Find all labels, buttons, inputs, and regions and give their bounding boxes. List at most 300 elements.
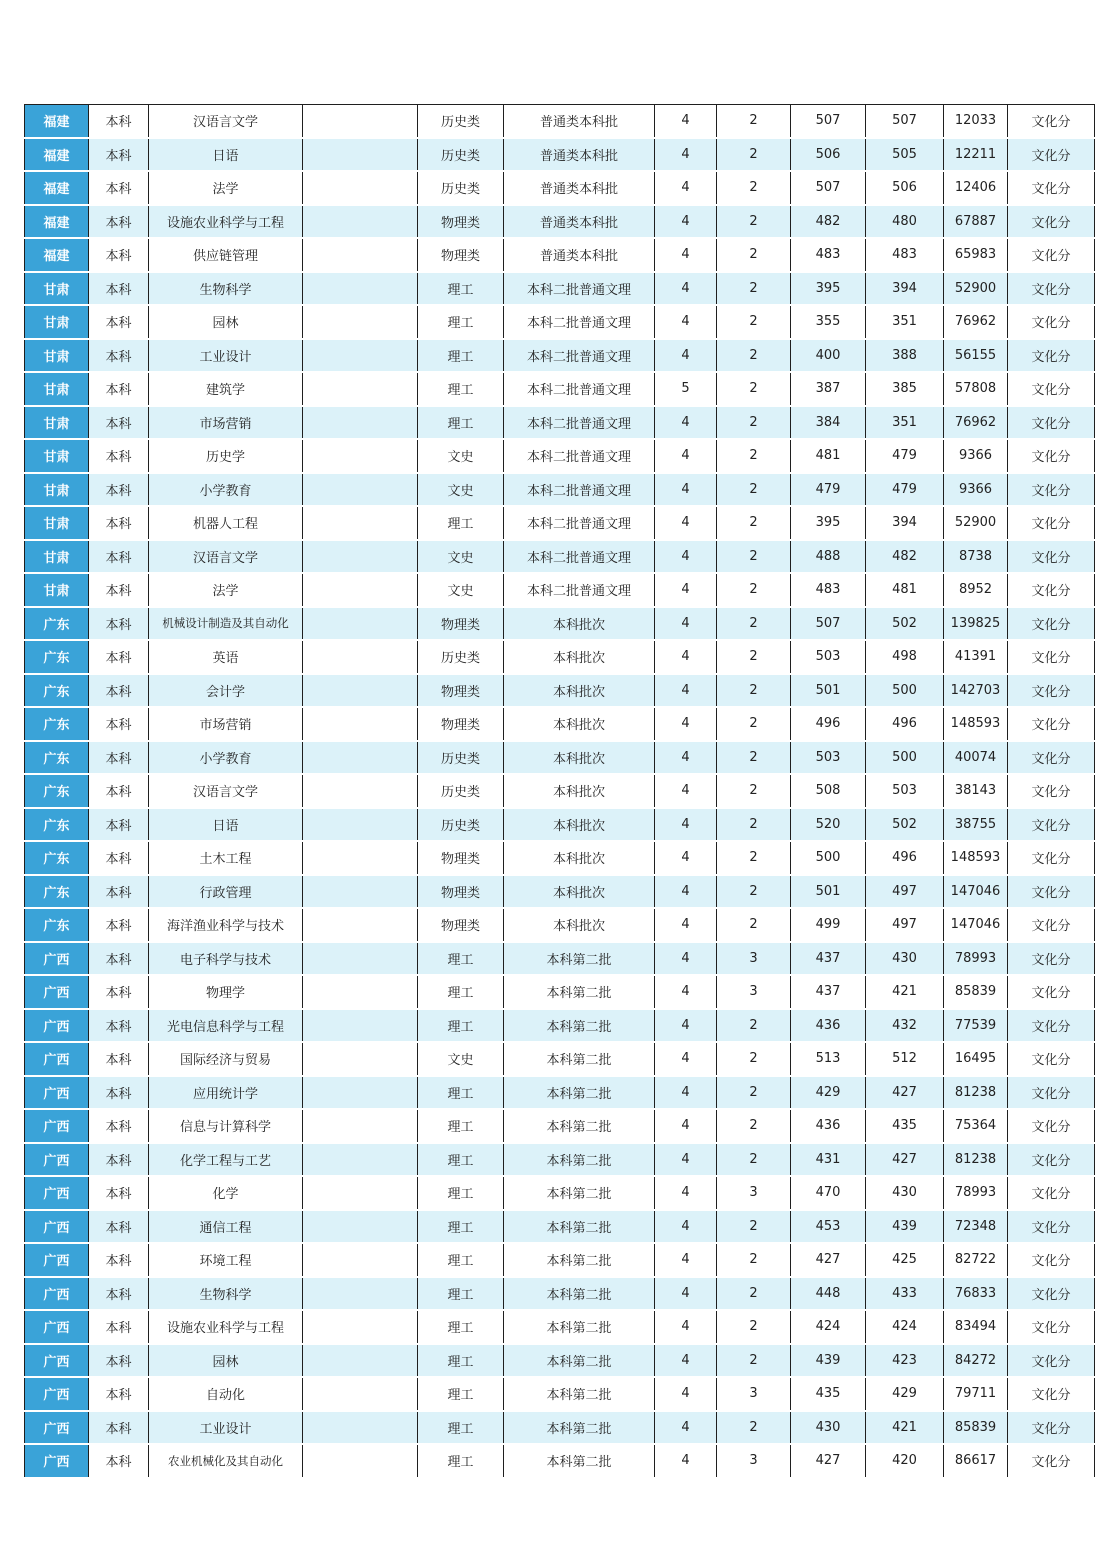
batch-cell: 本科批次	[504, 607, 655, 641]
min-rank-cell: 65983	[944, 238, 1008, 272]
count-cell: 2	[717, 1277, 791, 1311]
level-cell: 本科	[89, 1210, 149, 1244]
batch-cell: 本科第二批	[504, 1176, 655, 1210]
category-cell: 理工	[418, 942, 504, 976]
table-row	[25, 305, 1095, 339]
min-score-cell: 503	[866, 774, 944, 808]
note-cell	[303, 1143, 418, 1177]
level-cell: 本科	[89, 1076, 149, 1110]
score-type-cell: 文化分	[1008, 171, 1095, 205]
count-cell: 2	[717, 1109, 791, 1143]
batch-cell: 本科批次	[504, 875, 655, 909]
duration-cell: 4	[655, 138, 717, 172]
major-cell: 会计学	[149, 674, 303, 708]
duration-cell: 4	[655, 272, 717, 306]
count-cell: 2	[717, 741, 791, 775]
level-cell: 本科	[89, 1042, 149, 1076]
major-cell: 小学教育	[149, 741, 303, 775]
min-rank-cell: 52900	[944, 272, 1008, 306]
major-cell: 设施农业科学与工程	[149, 1310, 303, 1344]
category-cell: 理工	[418, 1109, 504, 1143]
table-row	[25, 875, 1095, 909]
major-cell: 信息与计算科学	[149, 1109, 303, 1143]
score-type-cell: 文化分	[1008, 774, 1095, 808]
max-score-cell: 424	[791, 1310, 866, 1344]
note-cell	[303, 975, 418, 1009]
duration-cell: 4	[655, 674, 717, 708]
major-cell: 国际经济与贸易	[149, 1042, 303, 1076]
count-cell: 2	[717, 875, 791, 909]
province-cell: 福建	[25, 238, 89, 272]
table-row	[25, 272, 1095, 306]
score-type-cell: 文化分	[1008, 1176, 1095, 1210]
province-cell: 甘肃	[25, 439, 89, 473]
max-score-cell: 437	[791, 942, 866, 976]
major-cell: 法学	[149, 573, 303, 607]
note-cell	[303, 1411, 418, 1445]
province-cell: 福建	[25, 171, 89, 205]
count-cell: 2	[717, 540, 791, 574]
score-type-cell: 文化分	[1008, 573, 1095, 607]
batch-cell: 本科二批普通文理	[504, 506, 655, 540]
count-cell: 2	[717, 1344, 791, 1378]
score-type-cell: 文化分	[1008, 741, 1095, 775]
min-rank-cell: 76962	[944, 305, 1008, 339]
category-cell: 理工	[418, 975, 504, 1009]
count-cell: 3	[717, 1444, 791, 1478]
min-score-cell: 512	[866, 1042, 944, 1076]
batch-cell: 本科第二批	[504, 1243, 655, 1277]
max-score-cell: 384	[791, 406, 866, 440]
max-score-cell: 387	[791, 372, 866, 406]
score-type-cell: 文化分	[1008, 506, 1095, 540]
major-cell: 日语	[149, 808, 303, 842]
min-rank-cell: 83494	[944, 1310, 1008, 1344]
duration-cell: 4	[655, 573, 717, 607]
count-cell: 2	[717, 774, 791, 808]
min-rank-cell: 67887	[944, 205, 1008, 239]
note-cell	[303, 573, 418, 607]
max-score-cell: 395	[791, 506, 866, 540]
count-cell: 2	[717, 205, 791, 239]
batch-cell: 本科第二批	[504, 1109, 655, 1143]
min-rank-cell: 77539	[944, 1009, 1008, 1043]
min-rank-cell: 16495	[944, 1042, 1008, 1076]
score-type-cell: 文化分	[1008, 205, 1095, 239]
table-row	[25, 674, 1095, 708]
category-cell: 理工	[418, 305, 504, 339]
major-cell: 小学教育	[149, 473, 303, 507]
score-type-cell: 文化分	[1008, 1411, 1095, 1445]
level-cell: 本科	[89, 674, 149, 708]
min-score-cell: 421	[866, 1411, 944, 1445]
max-score-cell: 508	[791, 774, 866, 808]
duration-cell: 4	[655, 1143, 717, 1177]
duration-cell: 4	[655, 1243, 717, 1277]
note-cell	[303, 272, 418, 306]
category-cell: 理工	[418, 1310, 504, 1344]
count-cell: 2	[717, 808, 791, 842]
batch-cell: 普通类本科批	[504, 105, 655, 138]
batch-cell: 本科第二批	[504, 1444, 655, 1478]
min-score-cell: 505	[866, 138, 944, 172]
category-cell: 理工	[418, 1210, 504, 1244]
max-score-cell: 427	[791, 1243, 866, 1277]
table-body	[25, 105, 1095, 1478]
major-cell: 环境工程	[149, 1243, 303, 1277]
min-rank-cell: 52900	[944, 506, 1008, 540]
duration-cell: 4	[655, 439, 717, 473]
level-cell: 本科	[89, 406, 149, 440]
table-row	[25, 1009, 1095, 1043]
count-cell: 2	[717, 105, 791, 138]
province-cell: 甘肃	[25, 406, 89, 440]
score-type-cell: 文化分	[1008, 473, 1095, 507]
batch-cell: 普通类本科批	[504, 171, 655, 205]
max-score-cell: 470	[791, 1176, 866, 1210]
min-score-cell: 420	[866, 1444, 944, 1478]
batch-cell: 本科二批普通文理	[504, 339, 655, 373]
major-cell: 英语	[149, 640, 303, 674]
count-cell: 2	[717, 238, 791, 272]
min-score-cell: 435	[866, 1109, 944, 1143]
note-cell	[303, 1243, 418, 1277]
major-cell: 电子科学与技术	[149, 942, 303, 976]
min-rank-cell: 72348	[944, 1210, 1008, 1244]
batch-cell: 普通类本科批	[504, 205, 655, 239]
level-cell: 本科	[89, 439, 149, 473]
max-score-cell: 453	[791, 1210, 866, 1244]
min-rank-cell: 78993	[944, 1176, 1008, 1210]
min-rank-cell: 82722	[944, 1243, 1008, 1277]
admissions-table	[24, 104, 1095, 1479]
note-cell	[303, 406, 418, 440]
score-type-cell: 文化分	[1008, 808, 1095, 842]
province-cell: 福建	[25, 105, 89, 138]
count-cell: 2	[717, 272, 791, 306]
level-cell: 本科	[89, 238, 149, 272]
category-cell: 理工	[418, 1009, 504, 1043]
min-rank-cell: 38143	[944, 774, 1008, 808]
max-score-cell: 355	[791, 305, 866, 339]
count-cell: 2	[717, 1210, 791, 1244]
table-row	[25, 908, 1095, 942]
duration-cell: 4	[655, 975, 717, 1009]
level-cell: 本科	[89, 1009, 149, 1043]
note-cell	[303, 607, 418, 641]
max-score-cell: 499	[791, 908, 866, 942]
major-cell: 通信工程	[149, 1210, 303, 1244]
province-cell: 广东	[25, 841, 89, 875]
category-cell: 理工	[418, 372, 504, 406]
score-type-cell: 文化分	[1008, 138, 1095, 172]
category-cell: 历史类	[418, 774, 504, 808]
duration-cell: 4	[655, 607, 717, 641]
category-cell: 历史类	[418, 171, 504, 205]
province-cell: 广西	[25, 1277, 89, 1311]
table-row	[25, 1176, 1095, 1210]
category-cell: 物理类	[418, 707, 504, 741]
score-type-cell: 文化分	[1008, 607, 1095, 641]
batch-cell: 本科第二批	[504, 1277, 655, 1311]
min-score-cell: 496	[866, 841, 944, 875]
major-cell: 园林	[149, 305, 303, 339]
min-rank-cell: 85839	[944, 1411, 1008, 1445]
min-score-cell: 480	[866, 205, 944, 239]
note-cell	[303, 774, 418, 808]
table-row	[25, 841, 1095, 875]
category-cell: 历史类	[418, 105, 504, 138]
major-cell: 工业设计	[149, 339, 303, 373]
note-cell	[303, 1377, 418, 1411]
level-cell: 本科	[89, 171, 149, 205]
count-cell: 2	[717, 439, 791, 473]
batch-cell: 本科二批普通文理	[504, 473, 655, 507]
note-cell	[303, 1277, 418, 1311]
count-cell: 2	[717, 607, 791, 641]
count-cell: 2	[717, 1076, 791, 1110]
level-cell: 本科	[89, 105, 149, 138]
duration-cell: 4	[655, 205, 717, 239]
duration-cell: 4	[655, 1344, 717, 1378]
category-cell: 物理类	[418, 875, 504, 909]
count-cell: 2	[717, 908, 791, 942]
province-cell: 甘肃	[25, 573, 89, 607]
min-rank-cell: 57808	[944, 372, 1008, 406]
note-cell	[303, 305, 418, 339]
note-cell	[303, 741, 418, 775]
min-score-cell: 479	[866, 473, 944, 507]
province-cell: 广西	[25, 1109, 89, 1143]
score-type-cell: 文化分	[1008, 1243, 1095, 1277]
major-cell: 化学	[149, 1176, 303, 1210]
min-score-cell: 394	[866, 506, 944, 540]
province-cell: 广西	[25, 1377, 89, 1411]
score-type-cell: 文化分	[1008, 707, 1095, 741]
max-score-cell: 488	[791, 540, 866, 574]
batch-cell: 本科批次	[504, 774, 655, 808]
max-score-cell: 435	[791, 1377, 866, 1411]
duration-cell: 4	[655, 238, 717, 272]
max-score-cell: 483	[791, 573, 866, 607]
major-cell: 汉语言文学	[149, 774, 303, 808]
note-cell	[303, 1210, 418, 1244]
table-row	[25, 1109, 1095, 1143]
level-cell: 本科	[89, 640, 149, 674]
max-score-cell: 479	[791, 473, 866, 507]
count-cell: 2	[717, 473, 791, 507]
duration-cell: 4	[655, 540, 717, 574]
category-cell: 理工	[418, 1076, 504, 1110]
duration-cell: 4	[655, 640, 717, 674]
min-score-cell: 498	[866, 640, 944, 674]
score-type-cell: 文化分	[1008, 1210, 1095, 1244]
table-row	[25, 1377, 1095, 1411]
major-cell: 市场营销	[149, 707, 303, 741]
count-cell: 2	[717, 506, 791, 540]
min-score-cell: 479	[866, 439, 944, 473]
min-score-cell: 496	[866, 707, 944, 741]
level-cell: 本科	[89, 339, 149, 373]
min-score-cell: 439	[866, 1210, 944, 1244]
note-cell	[303, 841, 418, 875]
batch-cell: 本科批次	[504, 707, 655, 741]
max-score-cell: 437	[791, 975, 866, 1009]
min-score-cell: 394	[866, 272, 944, 306]
level-cell: 本科	[89, 1344, 149, 1378]
max-score-cell: 501	[791, 674, 866, 708]
min-rank-cell: 148593	[944, 707, 1008, 741]
table-row	[25, 640, 1095, 674]
batch-cell: 本科二批普通文理	[504, 272, 655, 306]
level-cell: 本科	[89, 1411, 149, 1445]
note-cell	[303, 808, 418, 842]
score-type-cell: 文化分	[1008, 339, 1095, 373]
duration-cell: 4	[655, 339, 717, 373]
max-score-cell: 507	[791, 607, 866, 641]
table-row	[25, 506, 1095, 540]
count-cell: 2	[717, 1310, 791, 1344]
major-cell: 自动化	[149, 1377, 303, 1411]
province-cell: 广西	[25, 1210, 89, 1244]
min-rank-cell: 41391	[944, 640, 1008, 674]
province-cell: 广东	[25, 607, 89, 641]
table-row	[25, 1277, 1095, 1311]
category-cell: 文史	[418, 473, 504, 507]
major-cell: 机器人工程	[149, 506, 303, 540]
table-row	[25, 406, 1095, 440]
count-cell: 2	[717, 1243, 791, 1277]
major-cell: 化学工程与工艺	[149, 1143, 303, 1177]
table-row	[25, 171, 1095, 205]
province-cell: 甘肃	[25, 272, 89, 306]
level-cell: 本科	[89, 573, 149, 607]
major-cell: 海洋渔业科学与技术	[149, 908, 303, 942]
min-score-cell: 388	[866, 339, 944, 373]
min-rank-cell: 147046	[944, 908, 1008, 942]
min-rank-cell: 12033	[944, 105, 1008, 138]
min-score-cell: 423	[866, 1344, 944, 1378]
note-cell	[303, 473, 418, 507]
province-cell: 福建	[25, 205, 89, 239]
duration-cell: 4	[655, 105, 717, 138]
min-rank-cell: 12211	[944, 138, 1008, 172]
batch-cell: 本科批次	[504, 674, 655, 708]
min-rank-cell: 81238	[944, 1076, 1008, 1110]
province-cell: 甘肃	[25, 506, 89, 540]
note-cell	[303, 238, 418, 272]
province-cell: 甘肃	[25, 540, 89, 574]
score-type-cell: 文化分	[1008, 875, 1095, 909]
major-cell: 汉语言文学	[149, 540, 303, 574]
province-cell: 广西	[25, 975, 89, 1009]
note-cell	[303, 105, 418, 138]
category-cell: 理工	[418, 1277, 504, 1311]
score-type-cell: 文化分	[1008, 439, 1095, 473]
min-score-cell: 429	[866, 1377, 944, 1411]
note-cell	[303, 439, 418, 473]
level-cell: 本科	[89, 808, 149, 842]
batch-cell: 本科批次	[504, 841, 655, 875]
min-rank-cell: 79711	[944, 1377, 1008, 1411]
min-rank-cell: 148593	[944, 841, 1008, 875]
level-cell: 本科	[89, 1143, 149, 1177]
province-cell: 广东	[25, 640, 89, 674]
batch-cell: 本科二批普通文理	[504, 305, 655, 339]
count-cell: 2	[717, 640, 791, 674]
max-score-cell: 501	[791, 875, 866, 909]
duration-cell: 4	[655, 1277, 717, 1311]
province-cell: 广东	[25, 808, 89, 842]
min-rank-cell: 9366	[944, 439, 1008, 473]
note-cell	[303, 908, 418, 942]
category-cell: 理工	[418, 1243, 504, 1277]
score-type-cell: 文化分	[1008, 305, 1095, 339]
batch-cell: 本科批次	[504, 640, 655, 674]
batch-cell: 本科二批普通文理	[504, 439, 655, 473]
min-rank-cell: 76833	[944, 1277, 1008, 1311]
score-type-cell: 文化分	[1008, 372, 1095, 406]
batch-cell: 本科二批普通文理	[504, 372, 655, 406]
duration-cell: 4	[655, 473, 717, 507]
count-cell: 2	[717, 1009, 791, 1043]
min-score-cell: 507	[866, 105, 944, 138]
batch-cell: 本科第二批	[504, 1210, 655, 1244]
max-score-cell: 513	[791, 1042, 866, 1076]
count-cell: 2	[717, 1411, 791, 1445]
min-rank-cell: 142703	[944, 674, 1008, 708]
max-score-cell: 448	[791, 1277, 866, 1311]
count-cell: 2	[717, 339, 791, 373]
level-cell: 本科	[89, 540, 149, 574]
category-cell: 物理类	[418, 238, 504, 272]
min-score-cell: 430	[866, 942, 944, 976]
province-cell: 甘肃	[25, 372, 89, 406]
province-cell: 甘肃	[25, 339, 89, 373]
major-cell: 工业设计	[149, 1411, 303, 1445]
table-row	[25, 1210, 1095, 1244]
count-cell: 3	[717, 1176, 791, 1210]
province-cell: 广西	[25, 1411, 89, 1445]
count-cell: 2	[717, 305, 791, 339]
province-cell: 广西	[25, 1042, 89, 1076]
duration-cell: 4	[655, 171, 717, 205]
score-type-cell: 文化分	[1008, 1109, 1095, 1143]
major-cell: 应用统计学	[149, 1076, 303, 1110]
note-cell	[303, 506, 418, 540]
min-score-cell: 432	[866, 1009, 944, 1043]
duration-cell: 4	[655, 506, 717, 540]
province-cell: 甘肃	[25, 305, 89, 339]
count-cell: 2	[717, 674, 791, 708]
category-cell: 理工	[418, 272, 504, 306]
level-cell: 本科	[89, 741, 149, 775]
score-type-cell: 文化分	[1008, 975, 1095, 1009]
count-cell: 3	[717, 1377, 791, 1411]
count-cell: 3	[717, 942, 791, 976]
table-row	[25, 1243, 1095, 1277]
category-cell: 文史	[418, 439, 504, 473]
table-row	[25, 238, 1095, 272]
duration-cell: 4	[655, 908, 717, 942]
major-cell: 物理学	[149, 975, 303, 1009]
major-cell: 市场营销	[149, 406, 303, 440]
level-cell: 本科	[89, 908, 149, 942]
category-cell: 理工	[418, 1411, 504, 1445]
table-row	[25, 741, 1095, 775]
score-type-cell: 文化分	[1008, 1344, 1095, 1378]
table-row	[25, 439, 1095, 473]
